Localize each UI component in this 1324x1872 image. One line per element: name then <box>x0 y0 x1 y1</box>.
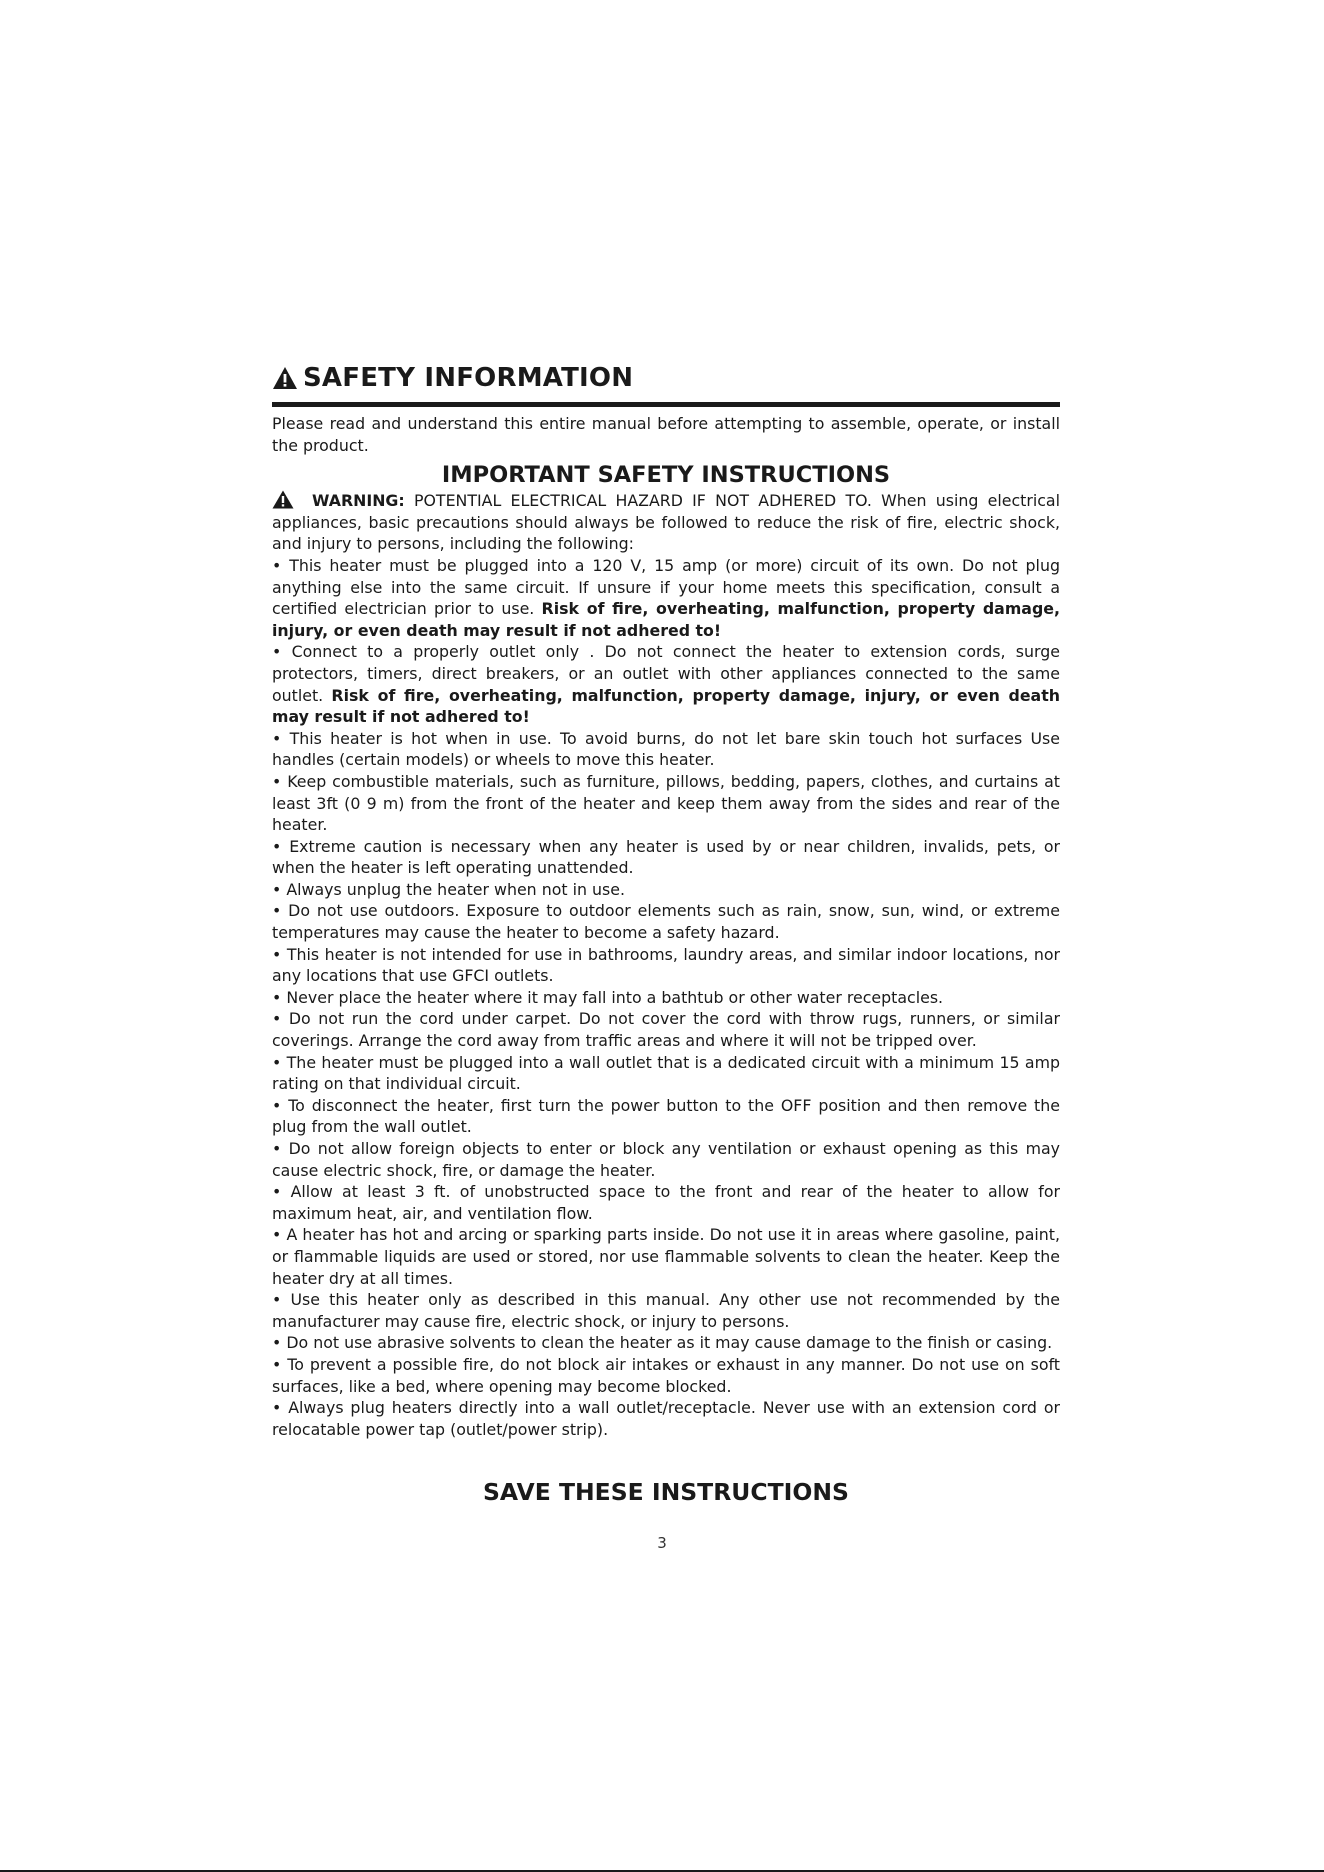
bullet-text: • To disconnect the heater, first turn the power button to the OFF position and then remove the plug from the wall outlet. <box>272 1095 1060 1137</box>
bullet-text: • This heater must be plugged into a 120 V, 15 amp (or more) circuit of its own. Do not plug anything else into the same circuit. If unsure if your home meets this specification, consult a certified electrician prior to use. <box>272 555 1060 619</box>
safety-bullet-item <box>272 1008 1060 1051</box>
bullet-text: • Do not use abrasive solvents to clean the heater as it may cause damage to the finish or casing. <box>272 1333 1053 1353</box>
safety-bullet-item <box>272 1332 1060 1354</box>
section-title <box>272 360 1060 396</box>
safety-bullet-item <box>272 900 1060 943</box>
safety-bullet-item <box>272 1181 1060 1224</box>
bullet-text: • Extreme caution is necessary when any heater is used by or near children, invalids, pets, or when the heater is left operating unattended. <box>272 836 1060 878</box>
safety-bullet-list <box>272 555 1060 1440</box>
bullet-text: • To prevent a possible fire, do not block air intakes or exhaust in any manner. Do not use on soft surfaces, like a bed, where opening may become blocked. <box>272 1354 1060 1396</box>
page-number: 3 <box>657 1534 667 1552</box>
bullet-text: • A heater has hot and arcing or sparking parts inside. Do not use it in areas where gasoline, paint, or flammable liquids are used or stored, nor use flammable solvents to clean the heater. Keep the heater dry at all times. <box>272 1225 1060 1288</box>
bullet-text: • Always plug heaters directly into a wall outlet/receptacle. Never use with an extension cord or relocatable power tap (outlet/power strip). <box>272 1398 1060 1439</box>
safety-bullet-item <box>272 1224 1060 1289</box>
safety-bullet-item <box>272 879 1060 901</box>
bullet-text: • Use this heater only as described in this manual. Any other use not recommended by the manufacturer may cause fire, electric shock, or injury to persons. <box>272 1290 1060 1331</box>
bullet-text: • Do not run the cord under carpet. Do not cover the cord with throw rugs, runners, or similar coverings. Arrange the cord away from traffic areas and where it will not be tripped over. <box>272 1009 1060 1051</box>
bullet-text: • Keep combustible materials, such as furniture, pillows, bedding, papers, clothes, and curtains at least 3ft (0 9 m) from the front of the heater and keep them away from the sides and rear of the heater. <box>272 771 1060 835</box>
safety-bullet-item <box>272 728 1060 771</box>
important-heading: IMPORTANT SAFETY INSTRUCTIONS <box>441 462 891 489</box>
safety-bullet-item <box>272 944 1060 987</box>
safety-bullet-item <box>272 987 1060 1009</box>
warning-text: POTENTIAL ELECTRICAL HAZARD IF NOT ADHERED TO. When using electrical appliances, basic precautions should always be followed to reduce the risk of fire, electric shock, and injury to persons, including the following: <box>272 491 1060 554</box>
intro-text: Please read and understand this entire manual before attempting to assemble, operate, or install the product. <box>272 414 1060 455</box>
bullet-bold-warning: Risk of fire, overheating, malfunction, property damage, injury, or even death may result if not adhered to! <box>272 685 1060 727</box>
bullet-text: • Always unplug the heater when not in use. <box>272 879 626 899</box>
safety-section <box>272 360 1060 1507</box>
safety-bullet-item <box>272 1095 1060 1138</box>
safety-bullet-item <box>272 1138 1060 1181</box>
bullet-text: • The heater must be plugged into a wall outlet that is a dedicated circuit with a minimum 15 amp rating on that individual circuit. <box>272 1052 1060 1094</box>
safety-bullet-item <box>272 555 1060 641</box>
bullet-text: • Allow at least 3 ft. of unobstructed space to the front and rear of the heater to allow for maximum heat, air, and ventilation flow. <box>272 1182 1060 1223</box>
warning-triangle-icon <box>272 366 298 390</box>
bullet-bold-warning: Risk of fire, overheating, malfunction, property damage, injury, or even death may result if not adhered to! <box>272 599 1060 640</box>
save-heading: SAVE THESE INSTRUCTIONS <box>483 1478 849 1507</box>
safety-bullet-item <box>272 1052 1060 1095</box>
safety-bullet-item <box>272 1354 1060 1397</box>
warning-paragraph <box>272 490 1060 555</box>
bullet-text: • This heater is hot when in use. To avoid burns, do not let bare skin touch hot surfaces Use handles (certain models) or wheels to move this heater. <box>272 728 1060 770</box>
safety-bullet-item <box>272 641 1060 727</box>
safety-bullet-item <box>272 836 1060 879</box>
safety-bullet-item <box>272 771 1060 836</box>
section-title-text: SAFETY INFORMATION <box>303 363 634 393</box>
warning-triangle-icon <box>272 490 294 509</box>
bullet-text: • Connect to a properly outlet only . Do not connect the heater to extension cords, surge protectors, timers, direct breakers, or an outlet with other appliances connected to the same outlet. <box>272 642 1060 705</box>
bullet-text: • Never place the heater where it may fall into a bathtub or other water receptacles. <box>272 987 944 1007</box>
bullet-text: • Do not allow foreign objects to enter or block any ventilation or exhaust opening as this may cause electric shock, fire, or damage the heater. <box>272 1139 1060 1180</box>
bullet-text: • Do not use outdoors. Exposure to outdoor elements such as rain, snow, sun, wind, or extreme temperatures may cause the heater to become a safety hazard. <box>272 901 1060 943</box>
warning-label: WARNING: <box>312 491 405 511</box>
bullet-text: • This heater is not intended for use in bathrooms, laundry areas, and similar indoor locations, nor any locations that use GFCI outlets. <box>272 944 1060 986</box>
safety-bullet-item <box>272 1289 1060 1332</box>
title-divider <box>272 402 1060 407</box>
safety-bullet-item <box>272 1397 1060 1440</box>
